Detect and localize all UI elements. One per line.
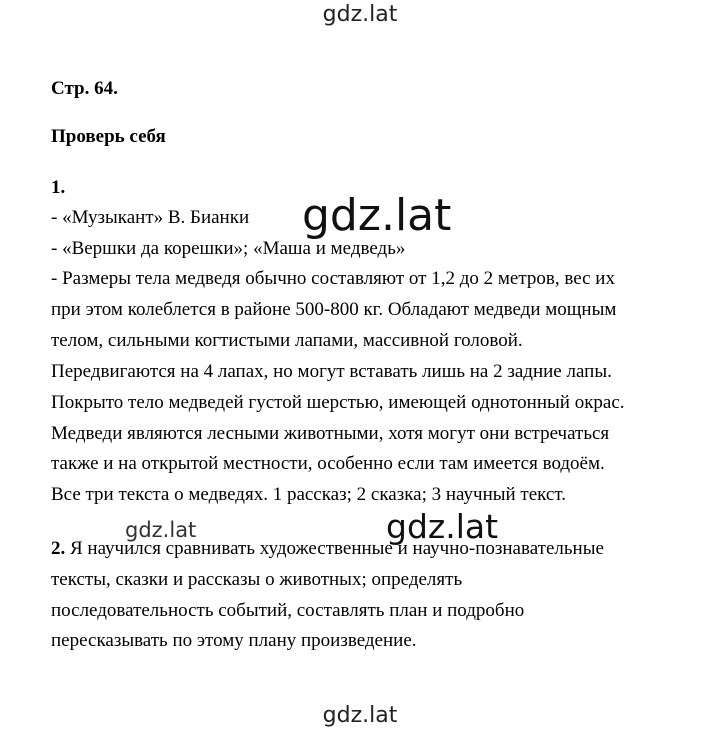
- task-2-line: последовательность событий, составлять план и подробно: [51, 600, 525, 621]
- task-1-line: Медведи являются лесными животными, хотя могут они встречаться: [51, 423, 610, 444]
- task-1-line: - «Вершки да корешки»; «Маша и медведь»: [51, 238, 406, 259]
- task-1-line: - Размеры тела медведя обычно составляют от 1,2 до 2 метров, вес их: [51, 268, 615, 289]
- task-1-line: Покрыто тело медведей густой шерстью, имеющей однотонный окрас.: [51, 392, 625, 413]
- page-reference: Стр. 64.: [51, 78, 118, 99]
- watermark-top: gdz.lat: [322, 2, 398, 27]
- watermark-bottom: gdz.lat: [322, 703, 398, 728]
- task-2-number: 2.: [51, 538, 66, 559]
- task-1-number: 1.: [51, 177, 66, 198]
- task-2-text: Я научился сравнивать художественные и научно-познавательные: [70, 538, 604, 559]
- task-1-line: Передвигаются на 4 лапах, но могут вставать лишь на 2 задние лапы.: [51, 361, 612, 382]
- watermark-middle-right: gdz.lat: [386, 507, 499, 546]
- watermark-large: gdz.lat: [302, 190, 452, 241]
- task-2-line: тексты, сказки и рассказы о животных; определять: [51, 569, 463, 590]
- watermark-middle-left: gdz.lat: [125, 518, 197, 542]
- task-1-line: при этом колеблется в районе 500-800 кг. Обладают медведи мощным: [51, 299, 617, 320]
- task-1-line: Все три текста о медведях. 1 рассказ; 2 сказка; 3 научный текст.: [51, 484, 566, 505]
- section-title: Проверь себя: [51, 126, 166, 147]
- task-2-line: пересказывать по этому плану произведение.: [51, 630, 417, 651]
- task-1-line: - «Музыкант» В. Бианки: [51, 207, 250, 228]
- task-1-line: телом, сильными когтистыми лапами, массивной головой.: [51, 330, 523, 351]
- task-1-line: также и на открытой местности, особенно если там имеется водоём.: [51, 453, 605, 474]
